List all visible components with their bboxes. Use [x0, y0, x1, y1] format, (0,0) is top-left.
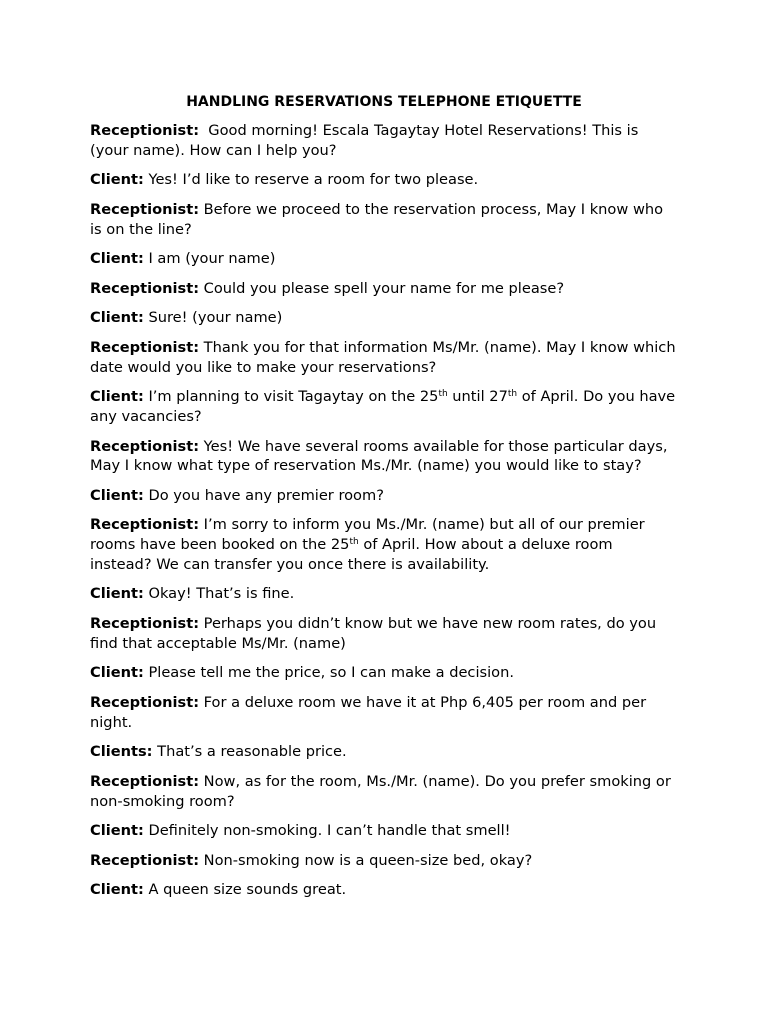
dialogue-line — [90, 614, 678, 653]
ordinal-suffix: th — [349, 537, 359, 548]
speaker-label: Client: — [90, 250, 144, 268]
speaker-label: Client: — [90, 388, 144, 406]
dialogue-text: Good morning! Escala Tagaytay Hotel Reservations! This is (your name). How can I help you? — [90, 122, 643, 159]
speaker-label: Client: — [90, 171, 144, 189]
dialogue-text: Now, as for the room, Ms./Mr. (name). Do you prefer smoking or non-smoking room? — [90, 772, 671, 810]
document-title: HANDLING RESERVATIONS TELEPHONE ETIQUETTE — [186, 94, 582, 110]
dialogue-text: Yes! We have several rooms available for those particular days, May I know what type of reservation Ms./Mr. (name) you would like to stay? — [90, 437, 668, 475]
dialogue-text: Please tell me the price, so I can make a decision. — [148, 664, 514, 682]
dialogue-text: of April. Do you have any vacancies? — [90, 388, 680, 425]
speaker-label: Client: — [90, 486, 144, 504]
dialogue-text: For a deluxe room we have it at Php 6,405 per room and per night. — [90, 693, 647, 731]
speaker-label: Receptionist: — [90, 693, 200, 711]
speaker-label: Client: — [90, 881, 144, 899]
dialogue-line — [90, 821, 678, 841]
dialogue-line — [90, 200, 678, 239]
dialogue-text: Definitely non-smoking. I can’t handle that smell! — [148, 822, 511, 840]
speaker-label: Receptionist: — [90, 615, 200, 633]
speaker-label: Client: — [90, 309, 144, 327]
ordinal-suffix: th — [438, 389, 448, 400]
dialogue-text: Before we proceed to the reservation process, May I know who is on the line? — [90, 200, 664, 238]
speaker-label: Receptionist: — [90, 279, 200, 297]
dialogue-text: Yes! I’d like to reserve a room for two please. — [148, 171, 479, 189]
dialogue-text: I’m planning to visit Tagaytay on the 25 — [148, 388, 439, 406]
speaker-label: Receptionist: — [90, 200, 200, 218]
dialogue-text: Sure! (your name) — [148, 309, 283, 327]
dialogue-line — [90, 249, 678, 269]
dialogue-text: Do you have any premier room? — [148, 486, 384, 504]
dialogue-text: of April. How about a deluxe room instead? We can transfer you once there is availability. — [90, 536, 618, 573]
dialogue-text: That’s a reasonable price. — [157, 743, 347, 761]
speaker-label: Clients: — [90, 743, 153, 761]
speaker-label: Receptionist: — [90, 851, 200, 869]
dialogue-line — [90, 880, 678, 900]
speaker-label: Receptionist: — [90, 516, 200, 534]
dialogue-text: Could you please spell your name for me please? — [203, 279, 565, 297]
dialogue-text: Perhaps you didn’t know but we have new room rates, do you find that acceptable Ms/Mr. (name) — [90, 615, 657, 652]
speaker-label: Receptionist: — [90, 122, 200, 139]
dialogue-text: I’m sorry to inform you Ms./Mr. (name) but all of our premier rooms have been booked on the 25 — [90, 516, 645, 554]
dialogue-line — [90, 772, 678, 811]
speaker-label: Client: — [90, 585, 144, 603]
dialogue-line — [90, 338, 678, 377]
dialogue-line — [90, 121, 678, 160]
dialogue-text: Thank you for that information Ms/Mr. (name). May I know which date would you like to make your reservations? — [90, 338, 676, 376]
dialogue-line — [90, 584, 678, 604]
dialogue-line — [90, 663, 678, 683]
dialogue-line — [90, 437, 678, 476]
speaker-label: Receptionist: — [90, 437, 200, 455]
dialogue-line — [90, 387, 678, 426]
dialogue-line — [90, 170, 678, 190]
dialogue-text: Okay! That’s is fine. — [148, 585, 295, 603]
dialogue-line — [90, 851, 678, 871]
ordinal-suffix: th — [507, 389, 518, 400]
speaker-label: Client: — [90, 664, 144, 682]
dialogue-line — [90, 693, 678, 732]
dialogue-text: Non-smoking now is a queen-size bed, okay? — [203, 851, 533, 869]
speaker-label: Receptionist: — [90, 338, 200, 356]
dialogue-text: A queen size sounds great. — [148, 881, 347, 899]
dialogue-line — [90, 279, 678, 299]
dialogue-line — [90, 515, 678, 574]
dialogue-line — [90, 308, 678, 328]
dialogue-line — [90, 742, 678, 762]
speaker-label: Receptionist: — [90, 772, 200, 790]
dialogue-text: I am (your name) — [148, 250, 276, 268]
dialogue-line — [90, 486, 678, 506]
dialogue-text: until 27 — [447, 388, 508, 406]
speaker-label: Client: — [90, 822, 144, 840]
